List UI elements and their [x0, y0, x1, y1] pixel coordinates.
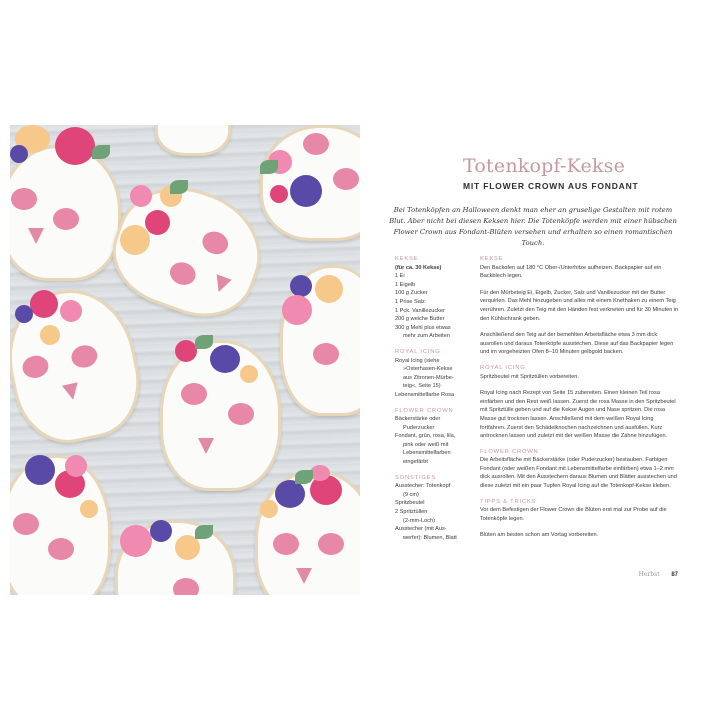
ingredient-item: 1 Ei — [395, 273, 405, 280]
ingredient-item: pink oder weiß mit — [403, 441, 449, 448]
recipe-page — [368, 125, 690, 595]
ingredient-item: mehr zum Arbeiten — [403, 333, 450, 340]
ingredient-item: werfer): Blumen, Blatt — [403, 534, 457, 541]
ingredient-item: Puderzucker — [403, 424, 435, 431]
recipe-intro: Bei Totenköpfen an Halloween denkt man eher an gruselige Gestalten mit rotem Blut. Aber nicht bei diesen Keksen hier. Die Totenköpfe werden mit einer hübschen Flower Crown aus Fondant-Blüten versehen und erhalten so einen romantischen Touch. — [389, 206, 677, 247]
ingredient-item: 100 g Zucker — [395, 290, 428, 297]
recipe-title: Totenkopf-Kekse — [463, 155, 626, 177]
page-footer — [639, 571, 678, 578]
step-heading-royal-icing: ROYAL ICING — [480, 364, 526, 371]
ingredient-item: (2-mm-Loch) — [403, 517, 436, 524]
ingredient-item: »Osterhasen-Kekse — [403, 366, 453, 373]
ingredient-item: Lebensmittelfarbe Rosa — [395, 391, 455, 398]
skull-cookie — [255, 470, 360, 595]
ingredient-item: 1 Pck. Vanillezucker — [395, 307, 445, 314]
step-paragraph: Vor dem Befestigen der Flower Crown die Blüten erst mal zur Probe auf die Totenköpfe legen. — [480, 507, 667, 522]
step-paragraph: Spritzbeutel mit Spritztüllen vorbereiten. — [480, 373, 579, 380]
ingredients-column — [395, 255, 479, 542]
ingredient-item: Royal Icing (siehe — [395, 357, 440, 364]
page-number: 87 — [671, 572, 678, 578]
ingredients-heading-kekse: KEKSE — [395, 256, 419, 262]
step-paragraph: Die Arbeitsfläche mit Bäckerstärke (oder Puderzucker) bestauben. Farbigen Fondant (oder weißen Fondant mit Lebensmittelfarbe einfärben) etwa 1–2 mm dick ausrollen. Mit den Ausstechern daraus Blumen und Blätter ausstechen und diese zuletzt mit ein paar Tupfen Royal Icing auf die Totenkopf-Kekse kleben. — [480, 457, 677, 490]
skull-cookie — [155, 125, 231, 156]
ingredient-item: 1 Eigelb — [395, 281, 416, 288]
step-paragraph: Royal Icing nach Rezept von Seite 15 zubereiten. Einen kleinen Teil rosa einfärben und den Rest weiß lassen. Zuerst die rosa Masse in den Spritzbeutel mit Spritztülle geben und auf die Kekse Augen und Nase spritzen. Die rosa Masse gut trocknen lassen. Anschließend mit dem weißen Royal Icing fortfahren. Zuerst den Schädelknochen nachzeichnen und ausfüllen. Kurz antrocknen lassen und zuletzt mit der weißen Masse die Zähne hinzufügen. — [480, 390, 676, 440]
step-paragraph: Anschließend den Teig auf der bemehlten Arbeitsfläche etwa 3 mm dick ausrollen und daraus Totenköpfe ausstechen. Diese auf das Backpapier legen und im vorgeheizten Ofen 8–10 Minuten gelbgold backen. — [480, 332, 674, 356]
ingredient-item: 200 g weiche Butter — [395, 316, 445, 323]
ingredients-yield: (für ca. 30 Kekse) — [395, 264, 442, 271]
step-heading-kekse: KEKSE — [480, 256, 504, 262]
ingredient-item: Spritzbeutel — [395, 500, 425, 507]
ingredient-item: Lebensmittelfarben — [403, 450, 451, 457]
ingredient-item: 300 g Mehl plus etwas — [395, 324, 451, 331]
ingredient-item: 1 Prise Salz — [395, 298, 425, 305]
step-paragraph: Den Backofen auf 180 °C Ober-/Unterhitze aufheizen. Backpapier auf ein Backblech legen. — [480, 264, 662, 280]
ingredient-item: teig«, Seite 15) — [403, 383, 441, 390]
recipe-subtitle: MIT FLOWER CROWN AUS FONDANT — [463, 181, 639, 191]
ingredient-item: Ausstecher: Totenkopf — [395, 483, 451, 490]
ingredient-item: aus Zitronen-Mürbe- — [403, 374, 454, 381]
skull-cookie — [10, 145, 121, 281]
ingredient-item: eingefärbt — [403, 459, 428, 466]
step-heading-tipps: TIPPS & TRICKS — [480, 498, 537, 505]
step-heading-flower-crown: FLOWER CROWN — [480, 448, 539, 455]
step-paragraph: Blüten am besten schon am Vortag vorbereiten. — [480, 532, 599, 539]
ingredient-item: (9 cm) — [403, 491, 419, 498]
ingredient-item: 2 Spritztüllen — [395, 509, 428, 516]
ingredients-heading-sonstiges: SONSTIGES — [395, 474, 437, 481]
ingredients-heading-royal-icing: ROYAL ICING — [395, 348, 441, 355]
section-name: Herbst — [638, 571, 660, 578]
ingredient-item: Fondant, grün, rosa, lila, — [395, 433, 456, 440]
recipe-photo — [10, 125, 360, 595]
instructions-column — [480, 255, 680, 548]
ingredients-heading-flower-crown: FLOWER CROWN — [395, 407, 454, 414]
ingredient-item: Bäckerstärke oder — [395, 416, 441, 423]
step-paragraph: Für den Mürbeteig Ei, Eigelb, Zucker, Salz und Vanillezucker mit der Butter verquirlen. Das Mehl hinzugeben und alles mit einem Knethaken zu einem Teig verrühren. Zuletzt den Teig mit den Händen fest verkneten und für 30 Minuten in den Kühlschrank geben. — [480, 289, 679, 322]
ingredient-item: Ausstecher (mit Aus- — [395, 526, 447, 533]
